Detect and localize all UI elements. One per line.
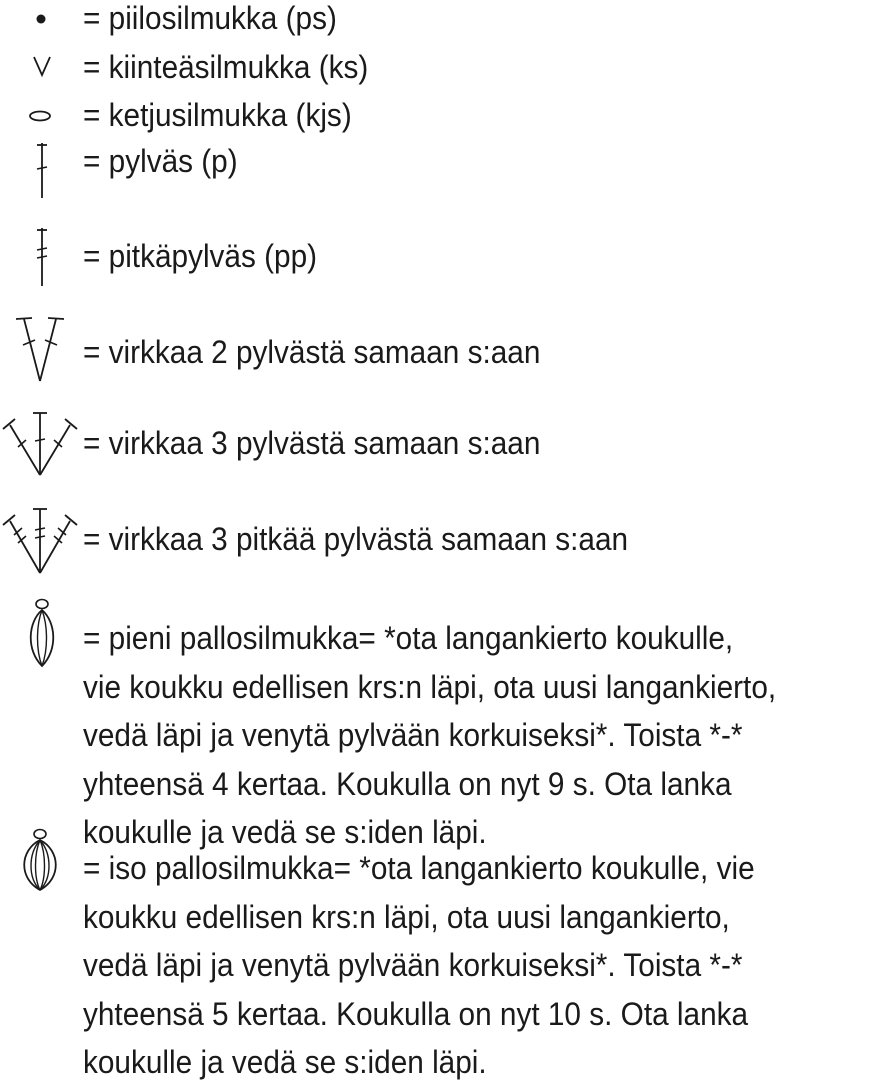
treble-one-bar-symbol-icon	[0, 143, 80, 203]
description-line: = iso pallosilmukka= *ota langankierto koukulle, vie	[83, 850, 755, 886]
description-line: koukku edellisen krs:n läpi, ota uusi langankierto,	[83, 898, 730, 935]
description-line: vedä läpi ja venytä pylvään korkuiseksi*. Toista *-*	[83, 947, 743, 983]
legend-item-label: = ketjusilmukka (kjs)	[83, 97, 352, 133]
three-long-trebles-same-stitch-icon	[0, 503, 84, 577]
description-line: vedä läpi ja venytä pylvään korkuiseksi*. Toista *-*	[83, 717, 743, 753]
oval-symbol-icon	[0, 99, 80, 133]
treble-two-bar-symbol-icon	[0, 228, 80, 288]
large-puff-stitch-icon	[0, 828, 80, 898]
v-symbol-icon	[0, 51, 80, 85]
small-puff-stitch-icon	[0, 598, 80, 674]
two-trebles-same-stitch-icon	[0, 313, 80, 385]
small-puff-description	[83, 614, 776, 857]
three-trebles-same-stitch-icon	[0, 407, 84, 479]
legend-item-label: = virkkaa 2 pylvästä samaan s:aan	[83, 334, 541, 370]
legend-item-label: = kiinteäsilmukka (ks)	[83, 49, 369, 85]
description-line: yhteensä 4 kertaa. Koukulla on nyt 9 s. Ota lanka	[83, 765, 732, 802]
description-line: vie koukku edellisen krs:n läpi, ota uusi langankierto,	[83, 668, 777, 705]
large-puff-description	[83, 844, 755, 1087]
description-line: koukulle ja vedä se s:iden läpi.	[83, 1044, 487, 1080]
description-line: koukulle ja vedä se s:iden läpi.	[83, 814, 487, 850]
legend-item-label: = pylväs (p)	[83, 143, 238, 179]
legend-item-label: = pitkäpylväs (pp)	[83, 238, 318, 274]
legend-item-label: = piilosilmukka (ps)	[83, 0, 337, 36]
dot-symbol-icon	[0, 2, 80, 36]
legend-item-label: = virkkaa 3 pitkää pylvästä samaan s:aan	[83, 521, 629, 557]
legend-item-label: = virkkaa 3 pylvästä samaan s:aan	[83, 425, 541, 461]
description-line: yhteensä 5 kertaa. Koukulla on nyt 10 s. Ota lanka	[83, 995, 749, 1032]
description-line: = pieni pallosilmukka= *ota langankierto koukulle,	[83, 620, 734, 656]
